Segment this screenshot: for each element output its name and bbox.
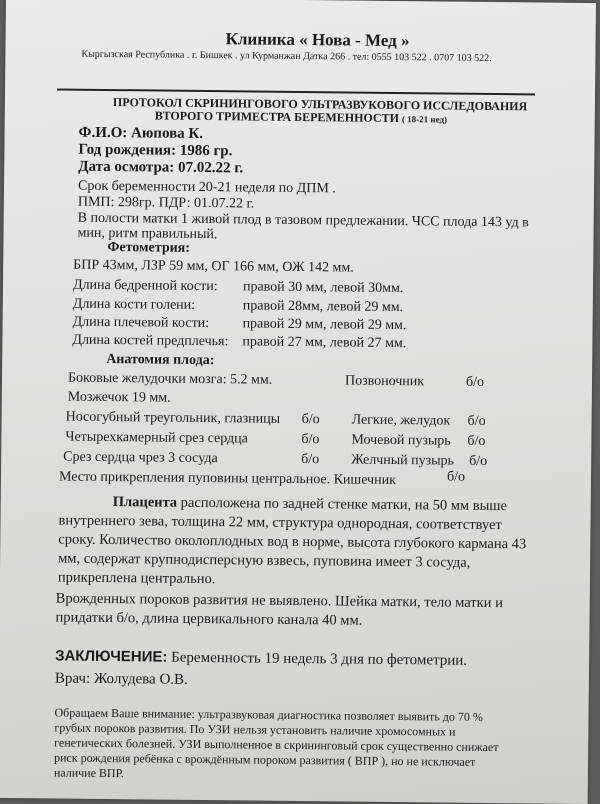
malformations-line1: Врожденных пороков развития не выявлено. Шейка матки, тело матки и [55, 590, 503, 612]
notice-line4: риск рождения ребёнка с врождённым пороком развития ( ВПР ), но не исключает [53, 750, 476, 769]
intro-gestation: Срок беременности 20-21 неделя по ДПМ . [77, 178, 336, 197]
gallbladder-value: б/о [469, 453, 488, 469]
placenta-line5: прикреплена центрально. [57, 569, 216, 588]
patient-name: Ф.И.О: Аюпова К. [78, 124, 204, 142]
protocol-title-line1: ПРОТОКОЛ СКРИНИНГОВОГО УЛЬТРАЗВУКОВОГО ИССЛЕДОВАНИЯ [112, 95, 528, 114]
four-chamber-value: б/о [301, 432, 320, 448]
four-chamber-label: Четырехкамерный срез сердца [65, 429, 248, 447]
protocol-title-line2 [155, 108, 447, 126]
gallbladder-label: Желчный пузырь [351, 452, 455, 469]
three-vessel-label: Срез сердца чрез 3 сосуда [63, 449, 218, 467]
protocol-title-main: ВТОРОГО ТРИМЕСТРА БЕРЕМЕННОСТИ [154, 108, 400, 126]
doctor-name: Врач: Жолудева О.В. [54, 670, 188, 688]
placenta-location: расположена по задней стенке матки, на 50 мм выше [180, 494, 508, 515]
placenta-line2: внутреннего зева, толщина 22 мм, структура однородная, соответствует [58, 512, 502, 534]
intro-rhythm: мин, ритм правильный. [77, 225, 218, 243]
forearm-value: правой 27 мм, левой 27 мм. [242, 334, 407, 352]
notice-line3: генетических болезней. УЗИ выполненное в скрининговый срок существенно снижает [54, 735, 499, 755]
bowel-value: б/о [446, 469, 466, 485]
nasolabial-label: Носогубный треугольник, глазницы [65, 409, 281, 427]
fetometry-heading: Фетометрия: [107, 239, 191, 256]
clinic-address: Кыргызская Республика . г. Бишкек . ул Курманжан Датка 266 . тел: 0555 103 522 . 0707 103 522. [81, 48, 492, 64]
anatomy-heading: Анатомия плода: [106, 351, 215, 369]
cerebellum-text: Мозжечок 19 мм. [67, 389, 171, 406]
exam-date: Дата осмотра: 07.02.22 г. [78, 158, 244, 177]
femur-value: правой 30 мм, левой 30мм. [242, 279, 404, 297]
three-vessel-value: б/о [301, 452, 320, 468]
patient-birth-year: Год рождения: 1986 гр. [78, 141, 233, 160]
conclusion-label: ЗАКЛЮЧЕНИЕ: [55, 647, 168, 666]
conclusion-line [55, 647, 467, 669]
protocol-title-weeks: ( 18-21 нед) [401, 114, 448, 125]
header-divider [57, 88, 535, 95]
fetometry-main: БПР 43мм, ЛЗР 59 мм, ОГ 166 мм, ОЖ 142 мм. [73, 257, 354, 276]
lungs-value: б/о [467, 413, 486, 429]
malformations-line2: придатки б/о, длина цервикального канала 40 мм. [55, 609, 363, 629]
lungs-label: Легкие, желудок [351, 412, 451, 429]
forearm-label: Длина костей предплечья: [72, 332, 229, 350]
bladder-value: б/о [467, 433, 486, 449]
conclusion-text: Беременность 19 недель 3 дня по фетометрии. [171, 649, 468, 669]
tibia-value: правой 28мм, левой 29 мм. [242, 298, 404, 316]
placenta-line4: мм, содержат крупнодисперсную взвесь, пуповина имеет 3 сосуда, [58, 550, 471, 571]
placenta-label: Плацента [112, 494, 178, 511]
spine-label: Позвоночник [344, 373, 425, 390]
placenta-line1 [113, 494, 507, 515]
cord-insertion-text: Место прикрепления пуповины центральное. Кишечник [58, 469, 397, 489]
nasolabial-value: б/о [301, 412, 320, 428]
femur-label: Длина бедренной кости: [72, 277, 218, 295]
ventricles-text: Боковые желудочки мозга: 5.2 мм. [67, 370, 273, 388]
placenta-line3: сроку. Количество околоплодных вод в норме, высота глубокого кармана 43 [58, 531, 527, 553]
notice-line1: Обращаем Ваше внимание: ультразвуковая диагностика позволяет выявить до 70 % [54, 705, 483, 724]
spine-value: б/о [465, 374, 485, 390]
humerus-value: правой 29 мм, левой 29 мм. [242, 316, 407, 334]
notice-line5: наличие ВПР. [53, 765, 124, 781]
humerus-label: Длина плечевой кости: [72, 314, 210, 332]
tibia-label: Длина кости голени: [72, 296, 196, 313]
bladder-label: Мочевой пузырь [351, 432, 451, 449]
intro-presentation: В полости матки 1 живой плод в тазовом предлежании. ЧСС плода 143 уд в [77, 210, 529, 231]
notice-line2: грубых пороков развития. По УЗИ нельзя установить наличие хромосомных и [54, 720, 456, 739]
intro-dates: ПМП: 298гр. ПДР: 01.07.22 г. [77, 194, 255, 212]
clinic-name: Клиника « Нова - Мед » [225, 29, 410, 51]
